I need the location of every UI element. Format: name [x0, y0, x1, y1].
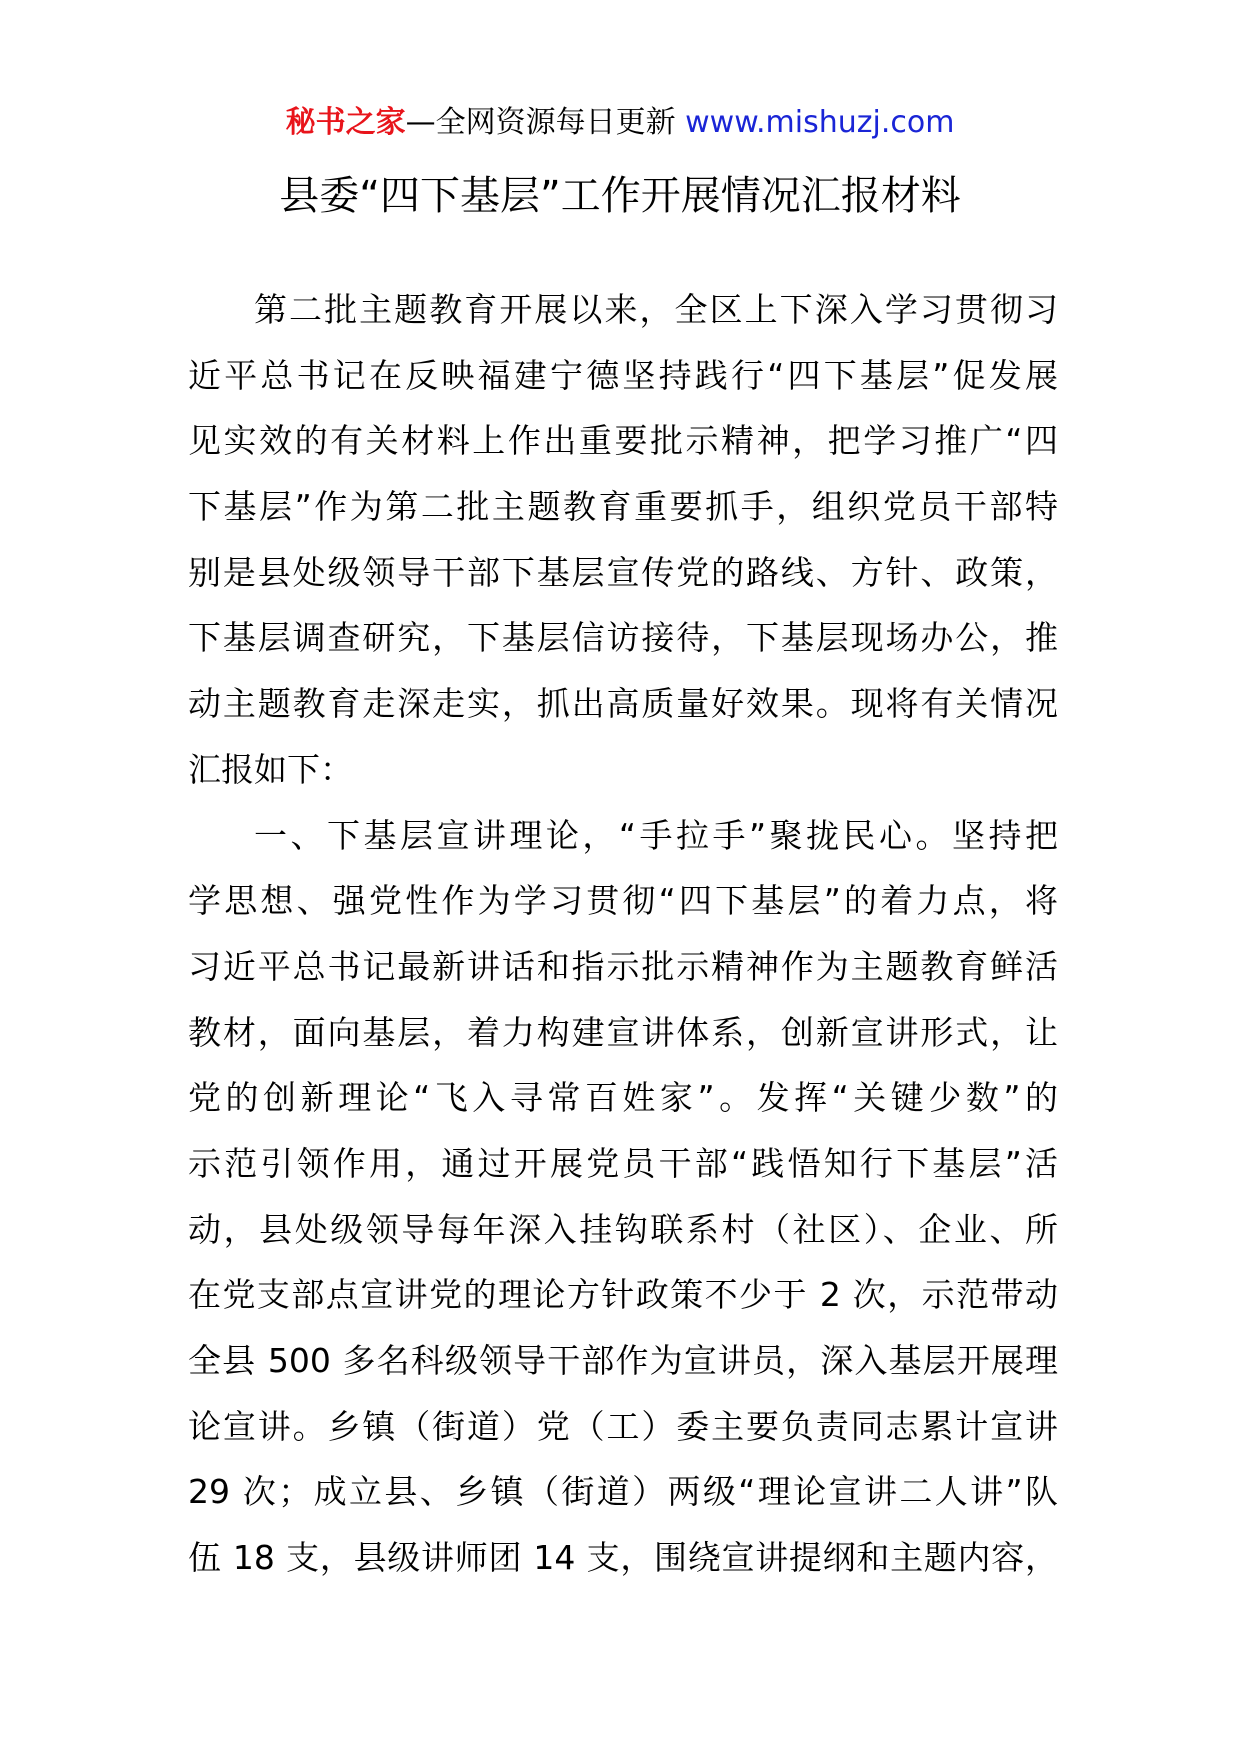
document-body [188, 290, 1058, 1604]
paragraph-line: 近平总书记在反映福建宁德坚持践行“四下基层”促发展 [188, 355, 1058, 395]
paragraph-line: 一、下基层宣讲理论，“手拉手”聚拢民心。坚持把 [254, 815, 1058, 855]
site-url[interactable]: www.mishuzj.com [685, 105, 955, 140]
paragraph-line: 见实效的有关材料上作出重要批示精神，把学习推广“四 [188, 421, 1058, 461]
header-tagline: —全网资源每日更新 [405, 105, 676, 140]
paragraph-line: 党的创新理论“飞入寻常百姓家”。发挥“关键少数”的 [188, 1078, 1058, 1118]
watermark-header [0, 103, 1240, 143]
paragraph-line: 汇报如下： [188, 749, 353, 789]
paragraph-line: 动，县处级领导每年深入挂钩联系村（社区）、企业、所 [188, 1209, 1058, 1249]
paragraph-line: 习近平总书记最新讲话和指示批示精神作为主题教育鲜活 [188, 946, 1058, 986]
paragraph-line: 在党支部点宣讲党的理论方针政策不少于 2 次，示范带动 [188, 1275, 1058, 1315]
paragraph-line: 示范引领作用，通过开展党员干部“践悟知行下基层”活 [188, 1143, 1058, 1183]
paragraph-line: 下基层”作为第二批主题教育重要抓手，组织党员干部特 [188, 487, 1058, 527]
paragraph-line: 29 次；成立县、乡镇（街道）两级“理论宣讲二人讲”队 [188, 1472, 1058, 1512]
paragraph-line: 伍 18 支，县级讲师团 14 支，围绕宣讲提纲和主题内容， [188, 1538, 1058, 1578]
paragraph-line: 教材，面向基层，着力构建宣讲体系，创新宣讲形式，让 [188, 1012, 1058, 1052]
paragraph-line: 全县 500 多名科级领导干部作为宣讲员，深入基层开展理 [188, 1341, 1058, 1380]
paragraph-line: 学思想、强党性作为学习贯彻“四下基层”的着力点，将 [188, 881, 1058, 921]
paragraph-line: 论宣讲。乡镇（街道）党（工）委主要负责同志累计宣讲 [188, 1406, 1058, 1446]
paragraph-line: 第二批主题教育开展以来，全区上下深入学习贯彻习 [254, 290, 1058, 329]
paragraph-line: 动主题教育走深走实，抓出高质量好效果。现将有关情况 [188, 684, 1058, 724]
document-title: 县委“四下基层”工作开展情况汇报材料 [279, 173, 961, 219]
brand-name: 秘书之家 [285, 105, 406, 140]
paragraph-line: 别是县处级领导干部下基层宣传党的路线、方针、政策， [188, 552, 1058, 592]
paragraph-line: 下基层调查研究，下基层信访接待，下基层现场办公，推 [188, 618, 1058, 658]
